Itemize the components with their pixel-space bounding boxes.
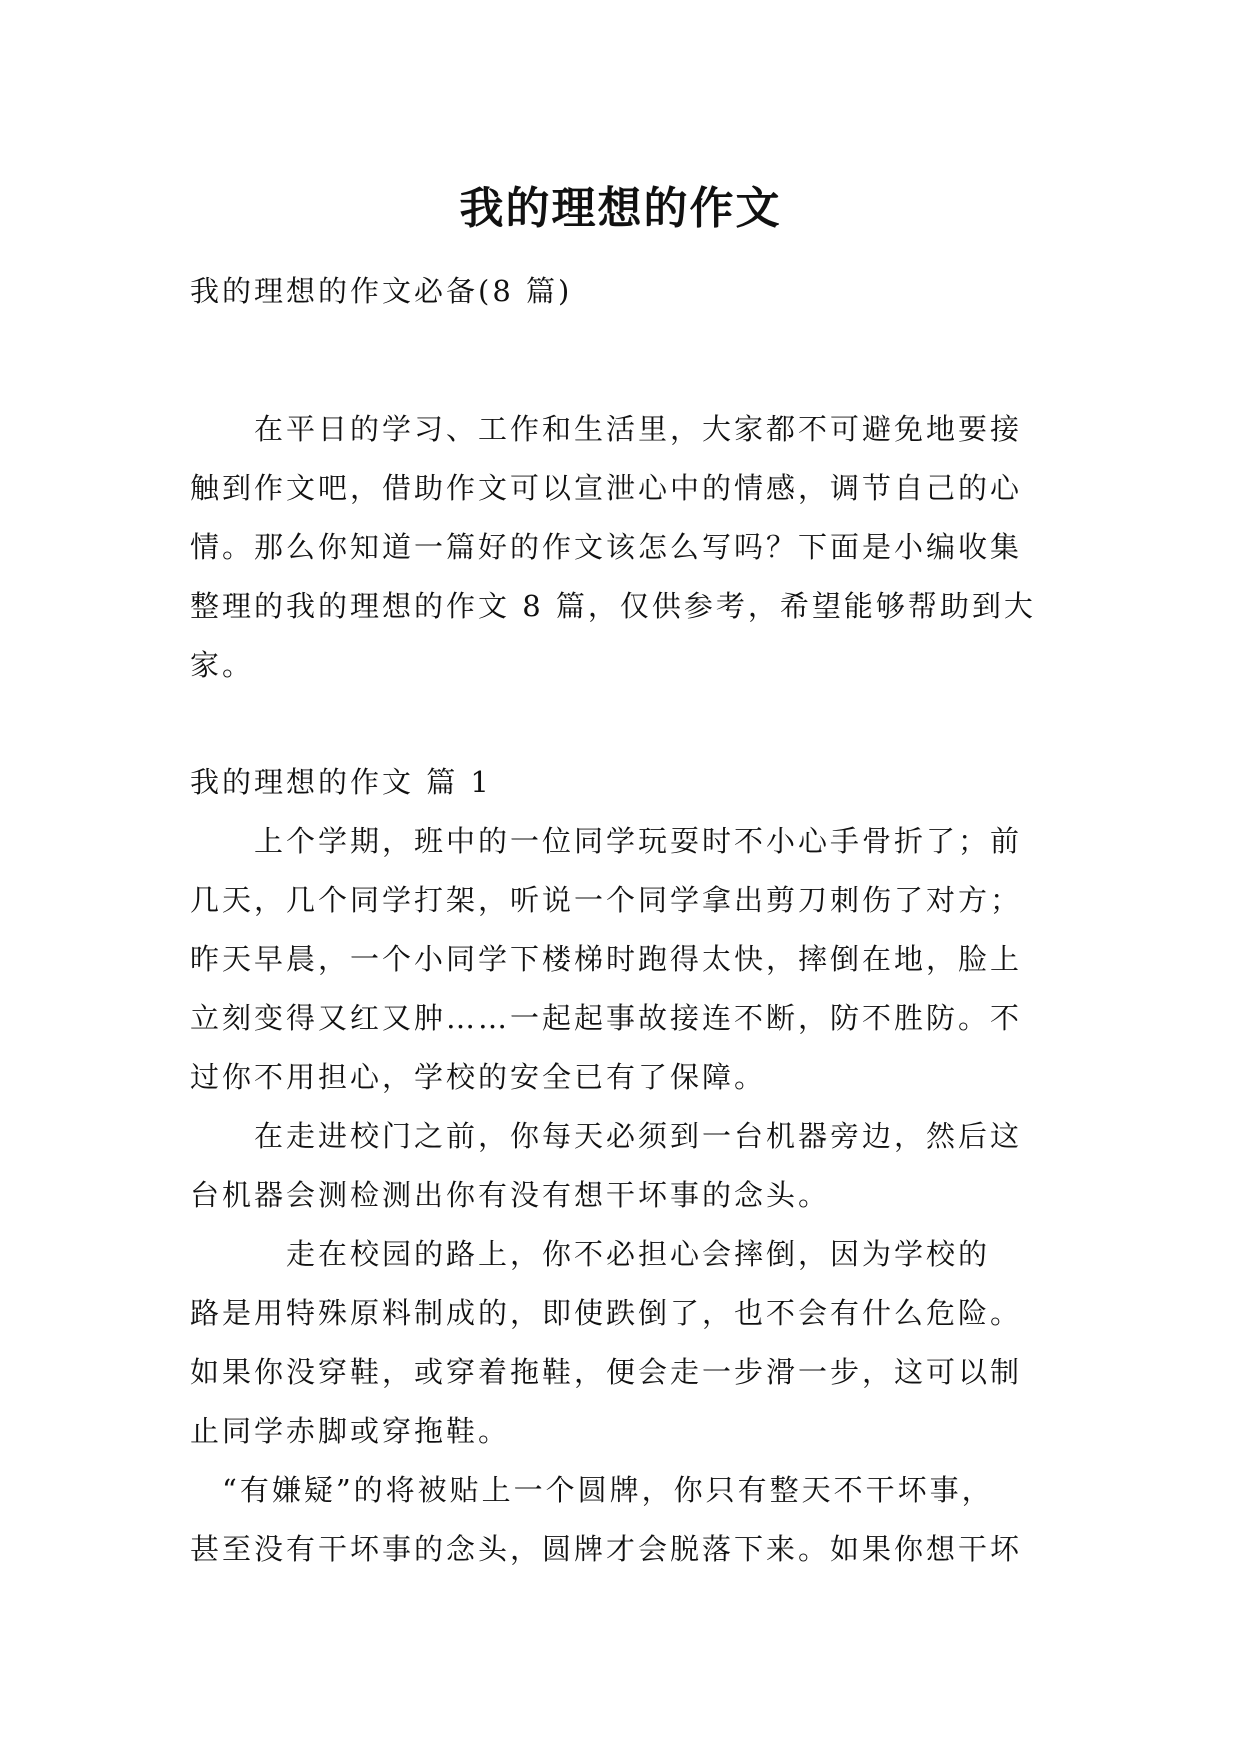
body-line: 走在校园的路上，你不必担心会摔倒，因为学校的: [190, 1237, 991, 1271]
body-line: 如果你没穿鞋，或穿着拖鞋，便会走一步滑一步，这可以制: [190, 1355, 1023, 1389]
intro-paragraph: [190, 400, 1060, 695]
intro-line: 在平日的学习、工作和生活里，大家都不可避免地要接: [190, 412, 1023, 446]
body-line: 上个学期，班中的一位同学玩耍时不小心手骨折了；前: [190, 824, 1023, 858]
body-line: 过你不用担心，学校的安全已有了保障。: [190, 1060, 767, 1094]
body-line: 几天，几个同学打架，听说一个同学拿出剪刀刺伤了对方；: [190, 883, 1023, 917]
body-line: “有嫌疑”的将被贴上一个圆牌，你只有整天不干坏事，: [190, 1473, 994, 1507]
body-line: 路是用特殊原料制成的，即使跌倒了，也不会有什么危险。: [190, 1296, 1023, 1330]
intro-line: 家。: [190, 648, 255, 682]
page-title: 我的理想的作文: [459, 183, 782, 235]
intro-line: 整理的我的理想的作文 8 篇，仅供参考，希望能够帮助到大: [190, 589, 1036, 623]
intro-line: 情。那么你知道一篇好的作文该怎么写吗？下面是小编收集: [190, 530, 1023, 564]
body-line: 立刻变得又红又肿……一起起事故接连不断，防不胜防。不: [190, 1001, 1023, 1035]
document-subtitle: [190, 262, 1060, 321]
intro-line: 触到作文吧，借助作文可以宣泄心中的情感，调节自己的心: [190, 471, 1023, 505]
section-heading: [190, 753, 1060, 812]
body-line: 昨天早晨，一个小同学下楼梯时跑得太快，摔倒在地，脸上: [190, 942, 1023, 976]
section-heading-text: 我的理想的作文 篇 1: [190, 765, 492, 799]
body-line: 台机器会测检测出你有没有想干坏事的念头。: [190, 1178, 831, 1212]
body-line: 在走进校门之前，你每天必须到一台机器旁边，然后这: [190, 1119, 1023, 1153]
body-line: 止同学赤脚或穿拖鞋。: [190, 1414, 511, 1448]
body-line: 甚至没有干坏事的念头，圆牌才会脱落下来。如果你想干坏: [190, 1532, 1023, 1566]
subtitle-line: 我的理想的作文必备(8 篇): [190, 274, 573, 308]
section-body: [190, 812, 1060, 1579]
